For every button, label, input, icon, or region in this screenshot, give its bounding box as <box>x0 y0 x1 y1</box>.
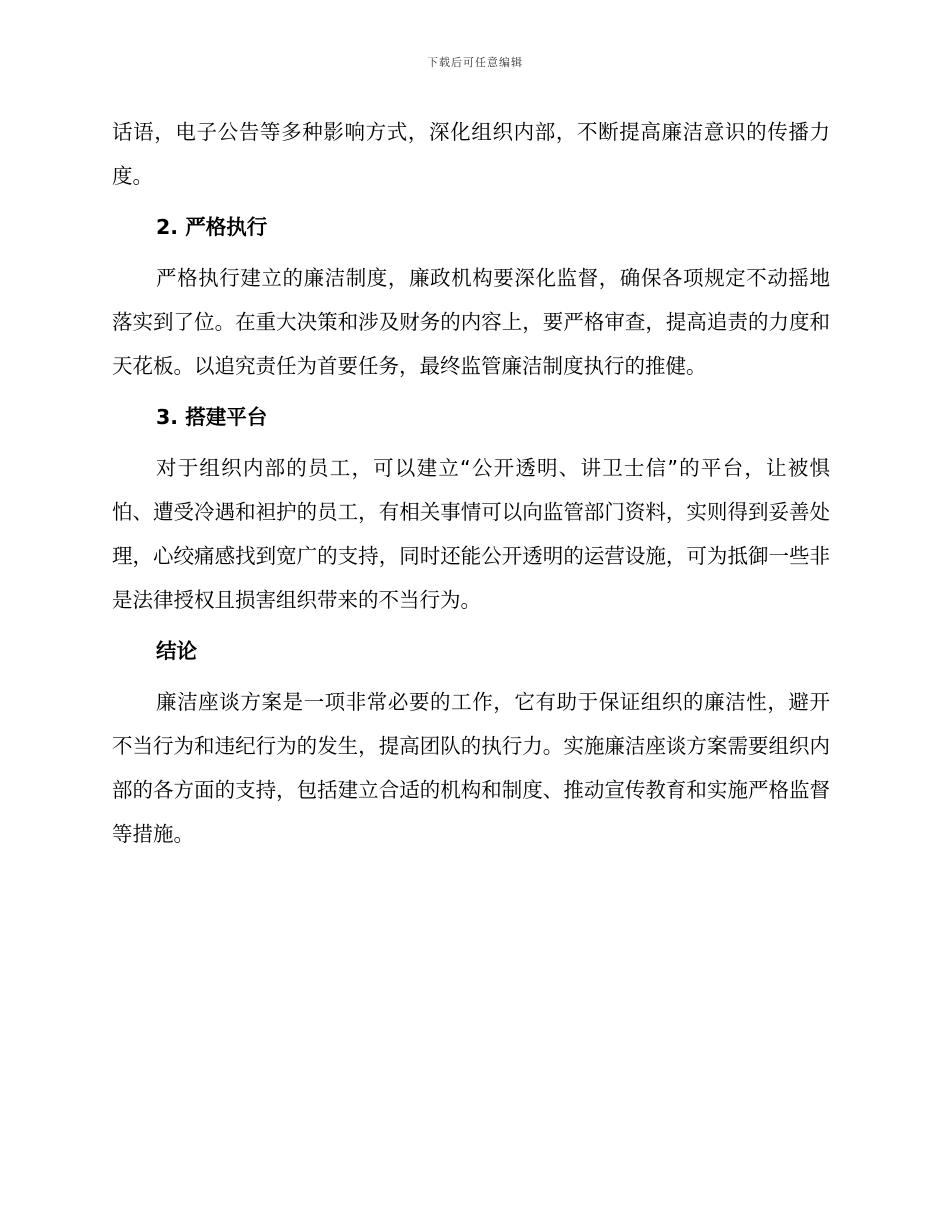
section-2-heading: 2. 严格执行 <box>156 215 268 239</box>
document-body <box>112 110 830 856</box>
continued-paragraph: 话语，电子公告等多种影响方式，深化组织内部，不断提高廉洁意识的传播力度。 <box>112 120 830 188</box>
section-2-paragraph: 严格执行建立的廉洁制度，廉政机构要深化监督，确保各项规定不动摇地落实到了位。在重大决策和涉及财务的内容上，要严格审查，提高追责的力度和天花板。以追究责任为首要任务，最终监管廉洁制度执行的推健。 <box>112 266 830 378</box>
header-note: 下载后可任意编辑 <box>427 56 523 69</box>
section-3-paragraph: 对于组织内部的员工，可以建立“公开透明、讲卫士信”的平台，让被惧怕、遭受冷遇和袒护的员工，有相关事情可以向监管部门资料，实则得到妥善处理，心绞痛感找到宽广的支持，同时还能公开透明的运营设施，可为抵御一些非是法律授权且损害组织带来的不当行为。 <box>112 456 830 612</box>
conclusion-heading: 结论 <box>156 639 197 663</box>
section-3-heading: 3. 搭建平台 <box>156 405 268 429</box>
conclusion-paragraph: 廉洁座谈方案是一项非常必要的工作，它有助于保证组织的廉洁性，避开不当行为和违纪行为的发生，提高团队的执行力。实施廉洁座谈方案需要组织内部的各方面的支持，包括建立合适的机构和制度、推动宣传教育和实施严格监督等措施。 <box>112 690 830 846</box>
